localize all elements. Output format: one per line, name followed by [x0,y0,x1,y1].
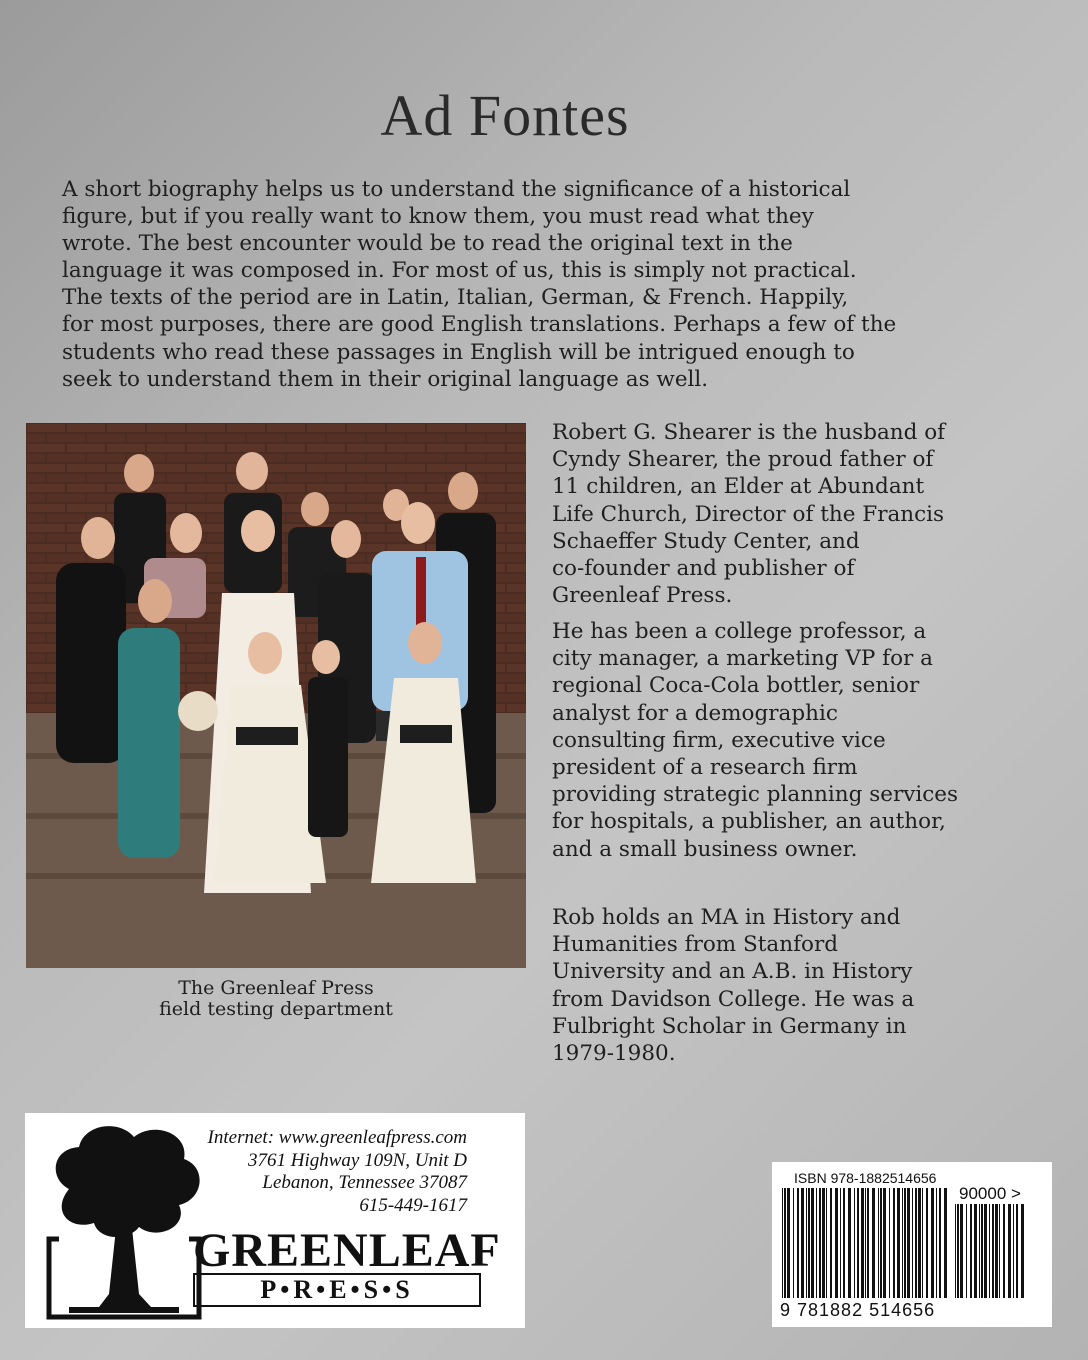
bio-line: 1979-1980. [552,1041,676,1067]
intro-line: for most purposes, there are good English translations. Perhaps a few of the [62,312,897,338]
intro-paragraph [62,176,1052,393]
intro-line: students who read these passages in English will be intrigued enough to [62,339,855,365]
bio-line: Schaeffer Study Center, and [552,528,860,554]
page-title: Ad Fontes [380,83,630,148]
bio-line: city manager, a marketing VP for a [552,646,933,672]
isbn-label: ISBN 978-1882514656 [794,1170,937,1186]
caption-line: field testing department [159,998,393,1020]
bio-line: for hospitals, a publisher, an author, [552,809,946,835]
publisher-address-line: 3761 Highway 109N, Unit D [247,1149,467,1171]
bio-line: co-founder and publisher of [552,556,855,582]
publisher-box [25,1113,525,1328]
bio-line: Cyndy Shearer, the proud father of [552,447,934,473]
bio-line: president of a research firm [552,755,858,781]
bio-line: consulting firm, executive vice [552,727,886,753]
bio-line: Humanities from Stanford [552,932,839,958]
family-photo-illustration [26,423,526,968]
bio-line: providing strategic planning services [552,782,959,808]
bio-line: regional Coca-Cola bottler, senior [552,673,920,699]
bio-paragraph-family [552,419,1052,609]
isbn-barcode [772,1162,1052,1327]
intro-line: seek to understand them in their original language as well. [62,366,709,392]
publisher-phone: 615-449-1617 [359,1194,467,1216]
bio-line: from Davidson College. He was a [552,986,915,1012]
bio-line: Greenleaf Press. [552,583,733,609]
intro-line: A short biography helps us to understand the significance of a historical [62,177,851,202]
intro-line: wrote. The best encounter would be to read the original text in the [62,231,793,257]
logo-wordmark: GREENLEAF [193,1224,501,1277]
bio-line: 11 children, an Elder at Abundant [552,474,925,500]
bio-line: and a small business owner. [552,836,858,862]
bio-line: Rob holds an MA in History and [552,905,901,930]
family-photo [26,423,526,968]
bio-line: University and an A.B. in History [552,959,913,985]
photo-caption [26,978,526,1020]
intro-line: The texts of the period are in Latin, Italian, German, & French. Happily, [62,285,849,311]
bio-line: Robert G. Shearer is the husband of [552,420,946,445]
bio-line: He has been a college professor, a [552,619,927,644]
tree-logo-icon [39,1119,209,1324]
barcode-addon: 90000 > [959,1184,1021,1203]
intro-line: language it was composed in. For most of us, this is simply not practical. [62,258,857,284]
bio-paragraph-career [552,618,1052,863]
publisher-contact [208,1127,467,1217]
addon-barcode-icon [955,1204,1027,1298]
bio-line: Life Church, Director of the Francis [552,501,945,527]
bio-paragraph-education [552,904,1052,1067]
barcode-icon [782,1188,950,1298]
publisher-website: Internet: www.greenleafpress.com [207,1127,467,1148]
bio-line: Fulbright Scholar in Germany in [552,1013,907,1039]
intro-line: figure, but if you really want to know them, you must read what they [62,204,814,230]
logo-press-label: P•R•E•S•S [193,1273,481,1307]
barcode-digits: 9 781882 514656 [780,1300,936,1320]
publisher-address-line: Lebanon, Tennessee 37087 [262,1172,467,1193]
caption-line: The Greenleaf Press [178,977,374,999]
bio-line: analyst for a demographic [552,700,838,726]
